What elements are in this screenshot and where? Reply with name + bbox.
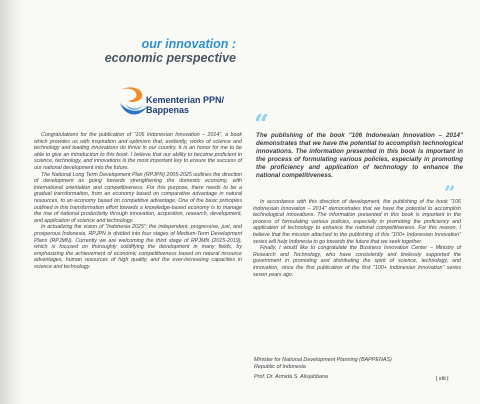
logo-text-line2: Bappenas <box>146 105 190 115</box>
signature-block <box>254 357 454 381</box>
paragraph: Congratulations for the publication of "106 Indonesian Innovation – 2014", a book which provides us with inspiration and optimism that, evidently, works of science and technology and leading innovations do thrive in our country. It is an honor for me to be able to give an introduction to this book. I believe that our ability to become proficient in science, technology, and innovations is the most important key to ensure the success of our national development into the future. <box>34 132 242 171</box>
logo-text-line1: Kementerian PPN/ <box>146 95 225 105</box>
paragraph: In accordance with this direction of development, the publishing of the book "106 Indonesian Innovation – 2014" demonstrates that we have the potential to accomplish technological innovations. The information presented in this book is important in the process of formulating various policies, especially in promoting the proficiency and application of technology to enhance the national competitiveness. For this reason, I believe that the mission attached to the publishing of this "100+ Indonesian Innovation" series will help Indonesia to go towards the future that we seek together. <box>253 199 461 245</box>
signature-name: Prof. Dr. Armida S. Alisjahbana <box>254 374 328 381</box>
left-text-column <box>34 132 242 270</box>
logo-wordmark <box>146 95 224 115</box>
paragraph: The National Long Term Development Plan (RPJPN) 2005-2025 outlines the direction of development as going towards strengthening the domestic economy, with international orientation and competitiveness. For this purpose, there needs to be a gradual transformation, from an economy based on comparative advantage in natural resources, to an economy based on competitive advantage. One of the basic principles outlined in this transformation effort towards a knowledge-based economy is to manage the rise of national productivity through innovation, acquisition, research, development, and application of science and technology. <box>34 171 242 224</box>
page-number: | xiii | <box>436 376 449 382</box>
page-spine-shadow <box>0 0 22 404</box>
signature-country: Republic of Indonesia <box>254 363 306 370</box>
section-header <box>96 37 236 65</box>
ministry-logo <box>118 83 268 119</box>
header-title-main: economic perspective <box>104 51 236 65</box>
right-text-column <box>253 199 461 278</box>
header-title-accent: our innovation : <box>141 37 236 51</box>
open-quote-icon: “ <box>254 110 269 140</box>
signature-title: Minister for National Development Planning (BAPPENAS) <box>254 357 392 363</box>
pull-quote: The publishing of the book "106 Indonesian Innovation – 2014" demonstrates that we have the potential to accomplish technological innovations. The information presented in this book is important in the process of formulating various policies, especially in promoting the proficiency and application of technology to enhance the national competitiveness. <box>256 132 463 179</box>
paragraph: Finally, I would like to congratulate the Business Innovation Center – Ministry of Research and Technology, who have consistently and tirelessly supported the government in promoting and distributing the spirit of science, technology, and innovation, since the first publication of the first "100+ Indonesian Innovation" series seven years ago. <box>253 245 461 278</box>
paragraph: In actualizing the vision of "Indonesia 2025"; the independent, progressive, just, and prosperous Indonesia, RPJPN is divided into four stages of Medium-Term Development Plans (RPJMN). Currently we are welcoming the third stage of RPJMN (2015-2019), which is focused on thoroughly solidifying the development in many fields, by emphasizing the achievement of economic competitiveness based on natural resource advantages, human resources of high quality, and the ever-increasing capacities in science and technology. <box>34 224 242 270</box>
close-quote-icon: ” <box>444 181 456 205</box>
